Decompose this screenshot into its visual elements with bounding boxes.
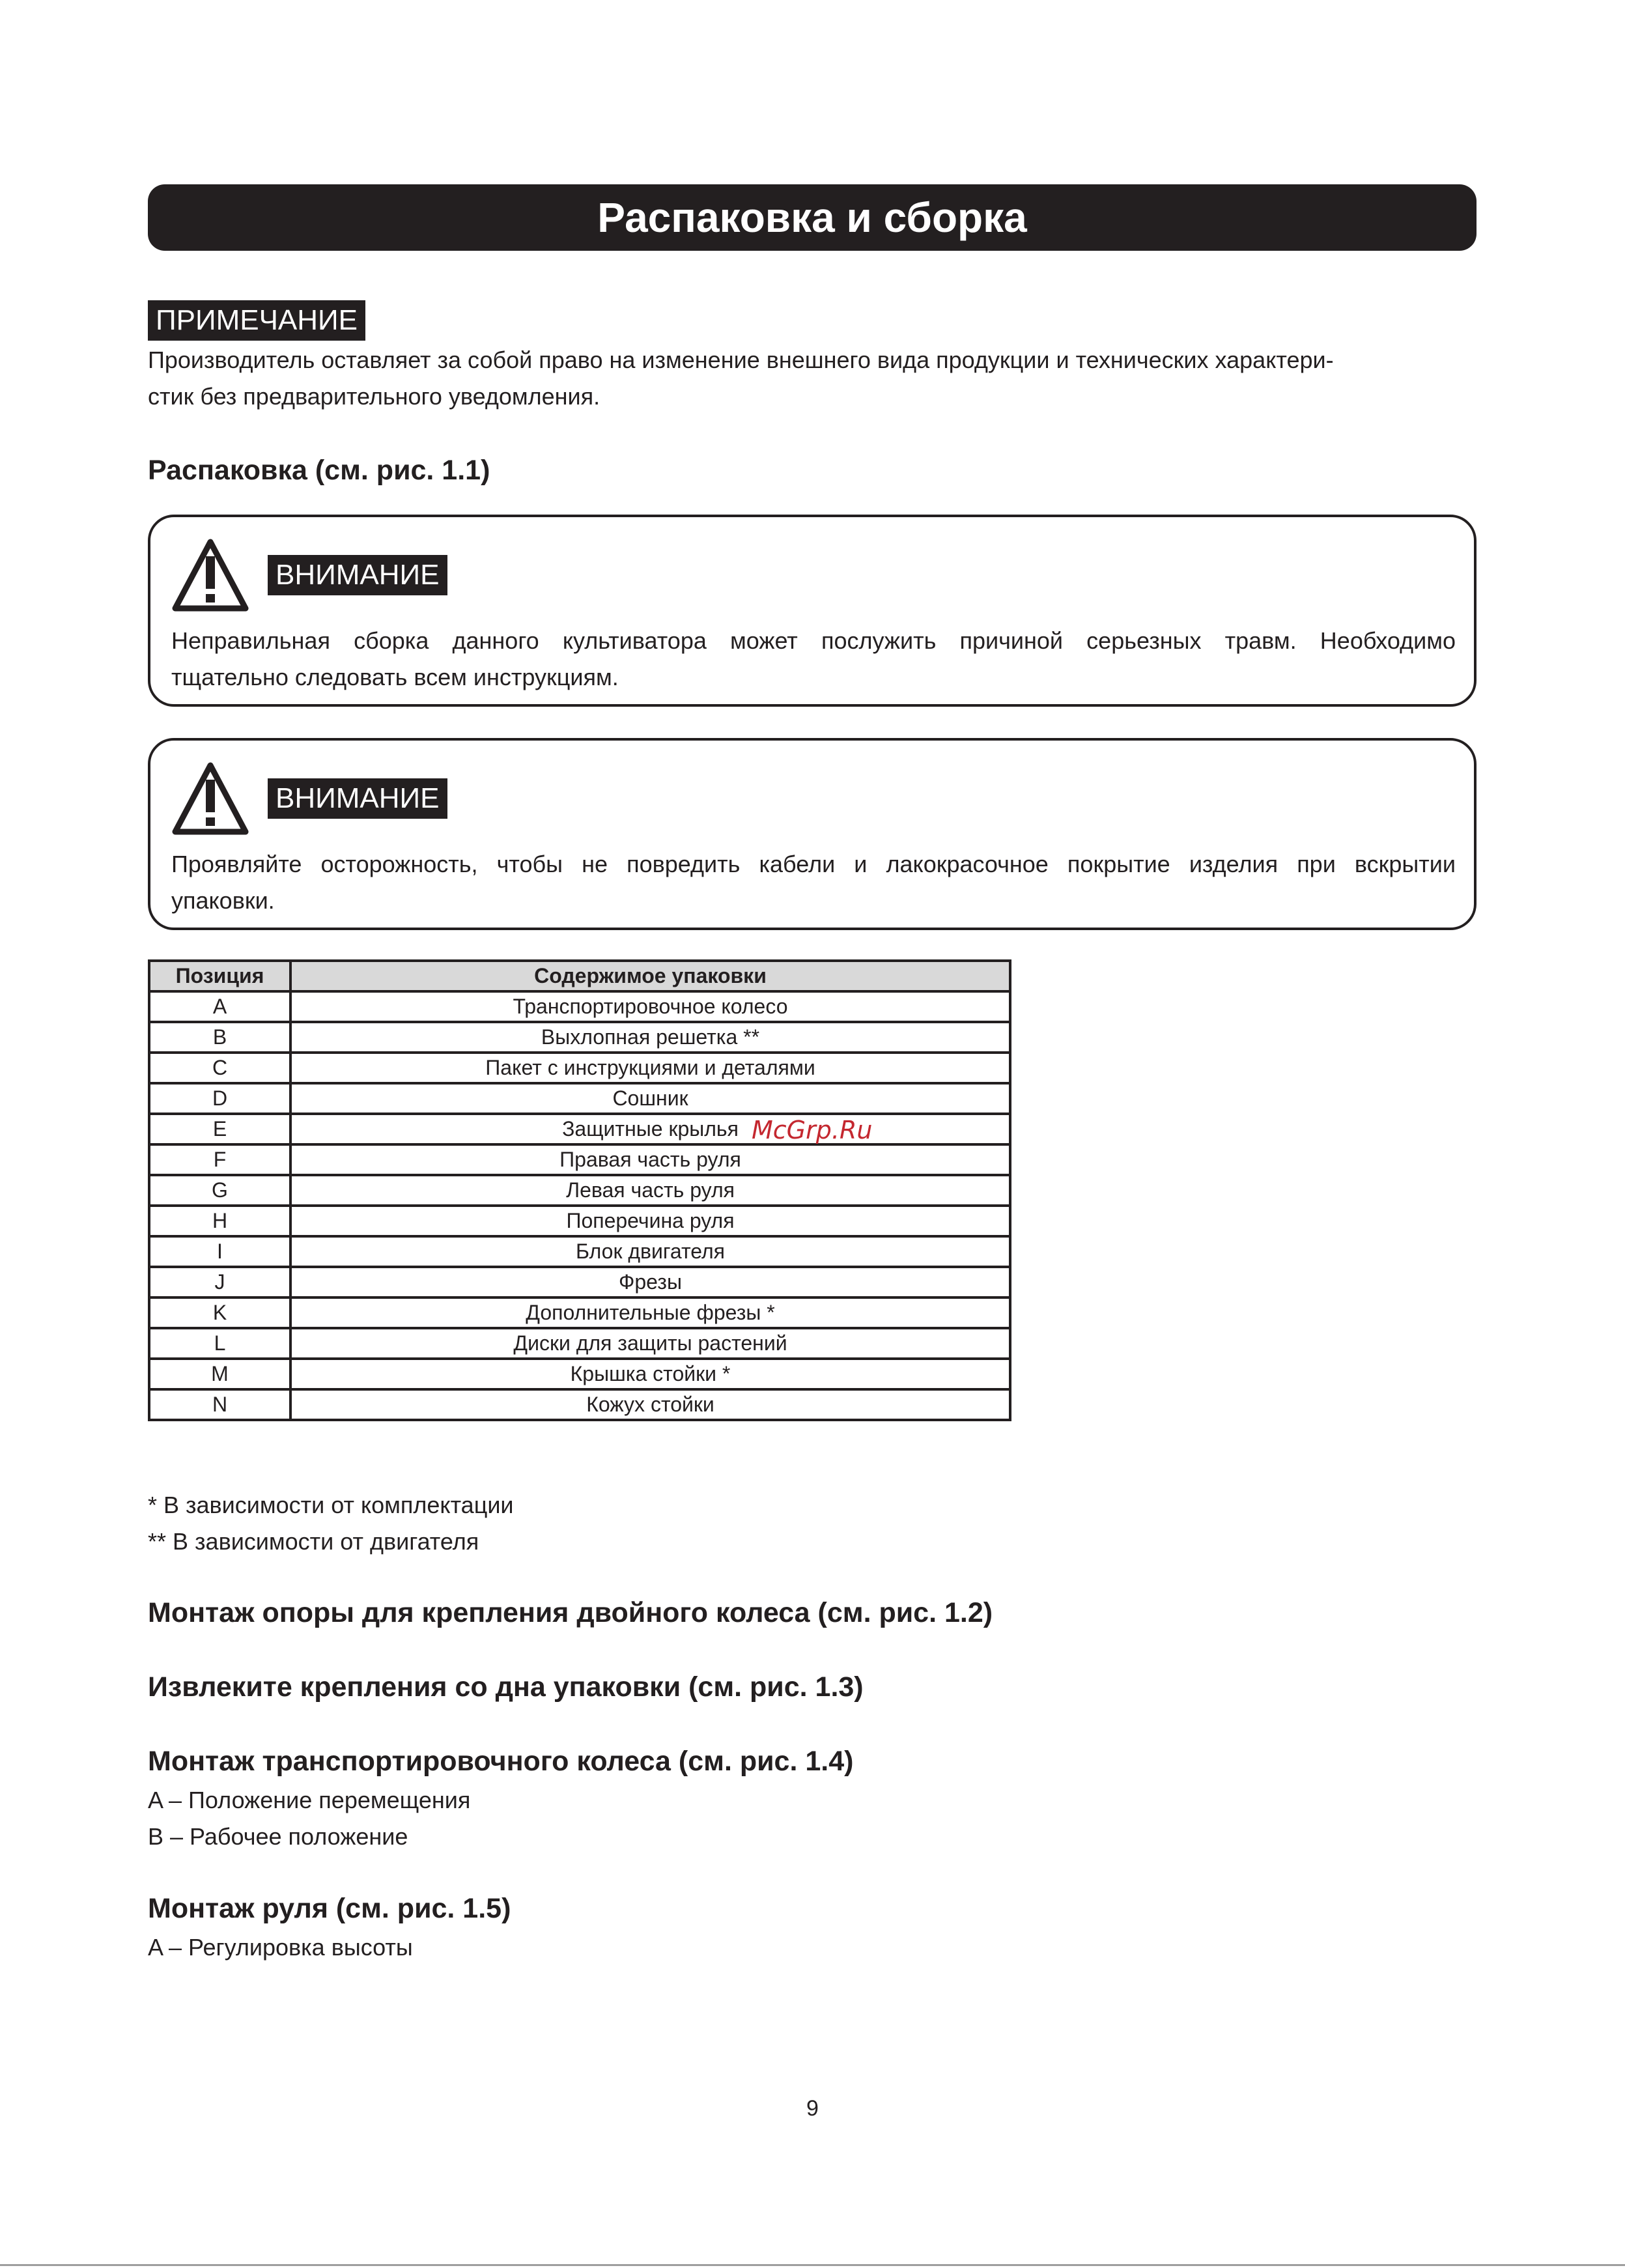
contents-cell: Сошник xyxy=(290,1083,1010,1114)
position-cell: J xyxy=(149,1267,290,1297)
table-row xyxy=(149,1297,1010,1328)
position-cell: H xyxy=(149,1206,290,1236)
table-row xyxy=(149,1083,1010,1114)
package-contents-table xyxy=(148,959,1011,1421)
transport-wheel-note-b: B – Рабочее положение xyxy=(148,1823,408,1850)
contents-cell: Поперечина руля xyxy=(290,1206,1010,1236)
contents-cell: Выхлопная решетка ** xyxy=(290,1022,1010,1053)
warning-tag-1: ВНИМАНИЕ xyxy=(268,555,447,595)
watermark: McGrp.Ru xyxy=(752,1116,873,1144)
footnote-1: * В зависимости от комплектации xyxy=(148,1492,514,1518)
section-heading-wheel-support: Монтаж опоры для крепления двойного колеса (см. рис. 1.2) xyxy=(148,1597,993,1628)
table-row xyxy=(149,1267,1010,1297)
contents-cell: Фрезы xyxy=(290,1267,1010,1297)
contents-cell: Левая часть руля xyxy=(290,1175,1010,1206)
contents-cell: Пакет с инструкциями и деталями xyxy=(290,1053,1010,1083)
table-row xyxy=(149,1359,1010,1389)
warning-triangle-icon xyxy=(170,760,251,837)
warning-2-line-1: Проявляйте осторожность, чтобы не повредить кабели и лакокрасочное покрытие изделия при вскрытии xyxy=(171,851,1456,877)
position-cell: C xyxy=(149,1053,290,1083)
column-header-position: Позиция xyxy=(149,961,290,991)
contents-cell: Диски для защиты растений xyxy=(290,1328,1010,1359)
table-row xyxy=(149,1053,1010,1083)
warning-text-2 xyxy=(171,846,1456,919)
table-row xyxy=(149,1114,1010,1144)
table-row xyxy=(149,1144,1010,1175)
position-cell: D xyxy=(149,1083,290,1114)
position-cell: B xyxy=(149,1022,290,1053)
warning-1-line-1: Неправильная сборка данного культиватора может послужить причиной серьезных травм. Необходимо xyxy=(171,627,1456,654)
position-cell: E xyxy=(149,1114,290,1144)
warning-triangle-icon xyxy=(170,537,251,614)
table-row xyxy=(149,991,1010,1022)
warning-1-line-2: тщательно следовать всем инструкциям. xyxy=(171,664,619,690)
page-number: 9 xyxy=(806,2096,819,2121)
position-cell: M xyxy=(149,1359,290,1389)
warning-text-1 xyxy=(171,623,1456,696)
warning-box-2 xyxy=(148,738,1477,930)
unpacking-heading: Распаковка (см. рис. 1.1) xyxy=(148,455,490,486)
contents-cell: Защитные крылья xyxy=(290,1114,1010,1144)
contents-cell: Блок двигателя xyxy=(290,1236,1010,1267)
footnotes xyxy=(148,1487,514,1560)
section-heading-handlebar: Монтаж руля (см. рис. 1.5) xyxy=(148,1893,511,1924)
contents-cell: Правая часть руля xyxy=(290,1144,1010,1175)
warning-2-line-2: упаковки. xyxy=(171,887,275,914)
table-row xyxy=(149,1206,1010,1236)
table-row xyxy=(149,1022,1010,1053)
contents-cell: Транспортировочное колесо xyxy=(290,991,1010,1022)
note-line-1: Производитель оставляет за собой право на изменение внешнего вида продукции и технических характери- xyxy=(148,347,1334,373)
position-cell: I xyxy=(149,1236,290,1267)
table-row xyxy=(149,1328,1010,1359)
contents-cell: Крышка стойки * xyxy=(290,1359,1010,1389)
section-heading-transport-wheel: Монтаж транспортировочного колеса (см. рис. 1.4) xyxy=(148,1746,854,1777)
table-row xyxy=(149,1236,1010,1267)
transport-wheel-notes xyxy=(148,1782,470,1855)
table-row xyxy=(149,1175,1010,1206)
position-cell: A xyxy=(149,991,290,1022)
transport-wheel-note-a: A – Положение перемещения xyxy=(148,1787,471,1813)
footnote-2: ** В зависимости от двигателя xyxy=(148,1528,479,1555)
position-cell: F xyxy=(149,1144,290,1175)
contents-cell: Кожух стойки xyxy=(290,1389,1010,1420)
column-header-contents: Содержимое упаковки xyxy=(290,961,1010,991)
position-cell: K xyxy=(149,1297,290,1328)
position-cell: G xyxy=(149,1175,290,1206)
table-row xyxy=(149,1389,1010,1420)
warning-tag-2: ВНИМАНИЕ xyxy=(268,778,447,819)
note-tag: ПРИМЕЧАНИЕ xyxy=(148,300,365,341)
handlebar-notes xyxy=(148,1929,413,1966)
note-line-2: стик без предварительного уведомления. xyxy=(148,383,601,410)
position-cell: L xyxy=(149,1328,290,1359)
table-header-row xyxy=(149,961,1010,991)
page-title: Распаковка и сборка xyxy=(148,184,1477,251)
note-text xyxy=(148,342,1477,415)
position-cell: N xyxy=(149,1389,290,1420)
handlebar-note-a: A – Регулировка высоты xyxy=(148,1934,413,1961)
contents-cell: Дополнительные фрезы * xyxy=(290,1297,1010,1328)
warning-box-1 xyxy=(148,515,1477,707)
section-heading-remove-fasteners: Извлеките крепления со дна упаковки (см. рис. 1.3) xyxy=(148,1671,864,1703)
bottom-rule xyxy=(0,2264,1625,2266)
